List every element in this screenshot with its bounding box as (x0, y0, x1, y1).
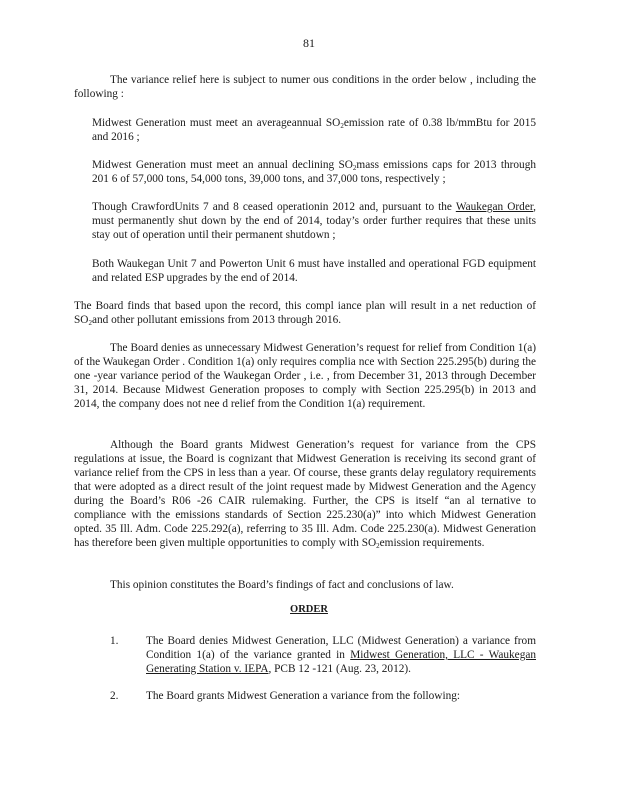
order-item: 1. The Board denies Midwest Generation, LLC (Midwest Generation) a variance from Condition 1(a) of the variance granted in Midwest Generation, LLC - Waukegan Generating Station v. IEPA, PCB 12 -121 (Aug. 23, 2012). (110, 635, 537, 675)
page-number: 81 (303, 36, 315, 50)
paragraph-although: Although the Board grants Midwest Generation’s request for variance from the CPS regulations at issue, the Board is cognizant that Midwest Generation is receiving its second grant of variance relief from the CPS in less than a year. Of course, these grants delay regulatory requirements that were adopted as a direct result of the joint request made by Midwest Generation and the Agency during the Board’s R06 -26 CAIR rulemaking. Further, the CPS is itself “an al ternative to compliance with the emissions standards of Section 225.230(a)” into which Midwest Generation opted. 35 Ill. Adm. Code 225.292(a), referring to 35 Ill. Adm. Code 225.230(a). Midwest Generation has therefore been given multiple opportunities to comply with $SO_2emission$ requirements. (74, 439, 536, 550)
paragraph-opinion: This opinion constitutes the Board’s findings of fact and conclusions of law. (110, 579, 454, 591)
order-item: 2. The Board grants Midwest Generation a variance from the following: (110, 690, 461, 702)
order-item-number: 1. (110, 635, 119, 647)
bullet-item: Though CrawfordUnits 7 and 8 ceased operationin 2012 and, pursuant to the Waukegan Order, must permanently shut down by the end of 2014, today’s order further requires that these units stay out of operation until their permanent shutdown ; (92, 201, 536, 241)
bullet-item: Midwest Generation must meet an averageannual $SO_2emission$ rate of 0.38 lb/mmBtu for 2015 and 2016 ; (92, 117, 536, 143)
waukegan-order-citation: Waukegan Order (455, 201, 534, 213)
paragraph-denies: The Board denies as unnecessary Midwest Generation’s request for relief from Condition 1(a) of the Waukegan Order . Condition 1(a) only requires complia nce with Section 225.295(b) during the one -year variance period of the Waukegan Order , i.e. , from December 31, 2013 through December 31, 2014. Because Midwest Generation proposes to comply with Section 225.295(b) in 2013 and 2014, the company does not nee d relief from the Condition 1(a) requirement. (74, 342, 536, 410)
order-heading: ORDER (290, 604, 328, 615)
intro-paragraph: The variance relief here is subject to numer ous conditions in the order below , including the following : (74, 74, 536, 100)
paragraph-finds: The Board finds that based upon the record, this compl iance plan will result in a net reduction of $SO_2and$ other pollutant emissions from 2013 through 2016. (74, 300, 536, 327)
bullet-item: Both Waukegan Unit 7 and Powerton Unit 6 must have installed and operational FGD equipment and related ESP upgrades by the end of 2014. (92, 258, 536, 284)
order-item-number: 2. (110, 690, 119, 702)
case-citation: Midwest Generation, LLC - Waukegan Generating Station v. IEPA (146, 649, 537, 675)
bullet-item: Midwest Generation must meet an annual declining $SO_2mass$ emissions caps for 2013 through 201 6 of 57,000 tons, 54,000 tons, 39,000 tons, and 37,000 tons, respectively ; (92, 159, 537, 185)
